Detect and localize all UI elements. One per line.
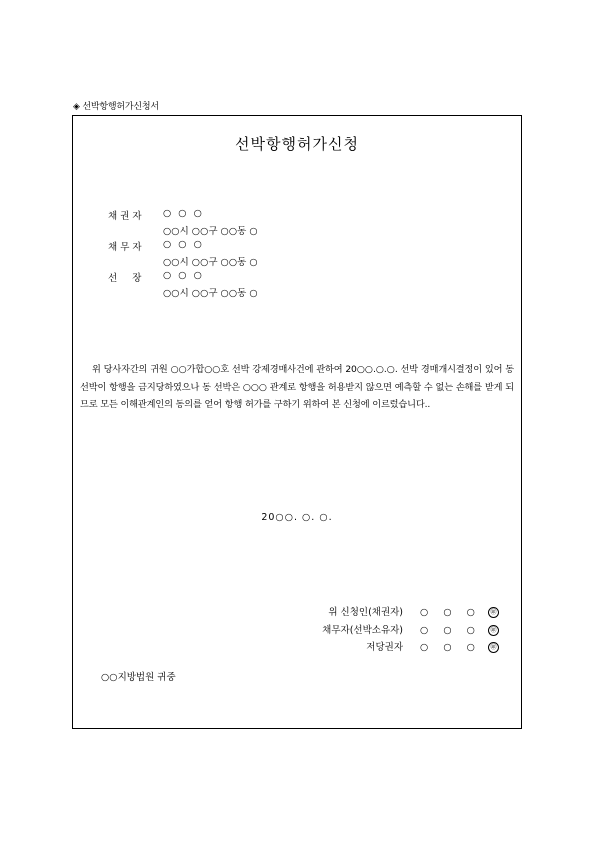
party-role: 선 장: [108, 273, 142, 284]
seal-icon: ㊞: [488, 607, 499, 618]
signature-name: ○ ○ ○: [420, 625, 481, 636]
signature-applicant: [328, 604, 499, 618]
signature-label: 채무자(선박소유자): [322, 625, 404, 636]
seal-icon: ㊞: [488, 642, 499, 653]
party-role: 채 권 자: [108, 211, 142, 222]
signature-name: ○ ○ ○: [420, 607, 481, 618]
party-role: 채 무 자: [108, 242, 142, 253]
signature-label: 저당권자: [366, 642, 404, 653]
signature-debtor: [322, 622, 499, 636]
application-date: 20○○. ○. ○.: [261, 512, 333, 523]
party-address: ○○시 ○○구 ○○동 ○: [163, 257, 258, 268]
document-title: 선박항행허가신청: [235, 135, 359, 153]
court-addressee: ○○지방법원 귀중: [101, 672, 176, 683]
signature-name: ○ ○ ○: [420, 642, 481, 653]
application-body: 위 당사자간의 귀원 ○○가합○○호 선박 강제경매사건에 관하여 20○○.○.○. 선박 경매개시결정이 있어 동 선박이 항행을 금지당하였으나 동 선박은 ○○○ 관계로 항행을 허용받지 않으면 예측할 수 없는 손해를 받게 되므로 모든 이해관계인의 동의를 얻어 항행 허가를 구하기 위하여 본 신청에 이르렀습니다..: [80, 364, 514, 410]
form-frame: [72, 115, 522, 729]
party-name: ○ ○ ○: [163, 239, 204, 250]
form-caption: ◈ 선박항행허가신청서: [73, 102, 159, 112]
signature-label: 위 신청인(채권자): [328, 607, 404, 618]
party-address: ○○시 ○○구 ○○동 ○: [163, 226, 258, 237]
party-name: ○ ○ ○: [163, 270, 204, 281]
party-address: ○○시 ○○구 ○○동 ○: [163, 288, 258, 299]
party-name: ○ ○ ○: [163, 208, 204, 219]
signature-mortgagee: [366, 639, 499, 653]
seal-icon: ㊞: [488, 625, 499, 636]
